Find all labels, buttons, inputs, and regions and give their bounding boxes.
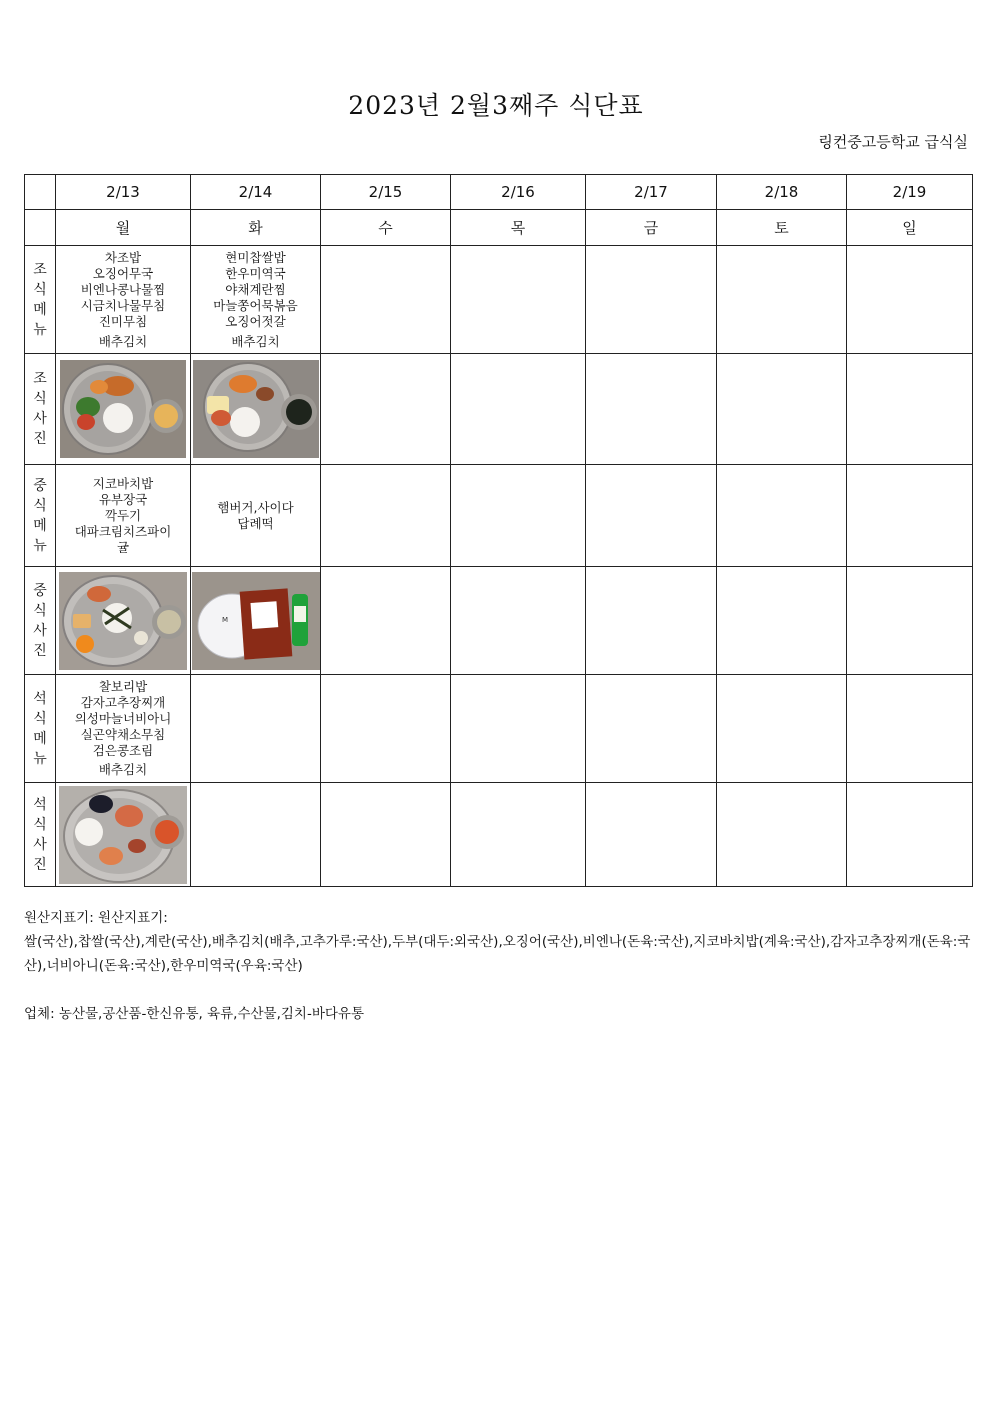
menu-item: 지코바치밥: [92, 475, 154, 491]
empty-cell: [847, 567, 973, 675]
weekday-cell: 토: [717, 210, 847, 246]
empty-cell: [451, 783, 586, 887]
menu-item: 진미무침: [98, 313, 148, 329]
date-row: [25, 175, 973, 210]
menu-cell-breakfast-tue: [191, 246, 321, 354]
menu-item: 배추김치: [98, 762, 148, 777]
menu-item: 실곤약채소무침: [80, 727, 166, 742]
menu-item: 깍두기: [104, 507, 142, 523]
weekday-cell: 수: [321, 210, 451, 246]
weekday-cell: 목: [451, 210, 586, 246]
empty-cell: [847, 783, 973, 887]
corner-cell: [25, 210, 56, 246]
date-cell: 2/19: [847, 175, 973, 210]
empty-cell: [586, 675, 717, 783]
empty-cell: [586, 246, 717, 354]
breakfast-photo-row: [25, 354, 973, 465]
photo-cell: [191, 567, 321, 675]
date-cell: 2/15: [321, 175, 451, 210]
photo-cell: [56, 354, 191, 465]
date-cell: 2/17: [586, 175, 717, 210]
menu-item: 의성마늘너비아니: [74, 711, 172, 726]
row-label-lunch-menu: 중 식 메 뉴: [25, 465, 56, 567]
school-name: 링컨중고등학교 급식실: [818, 133, 968, 151]
menu-item: 햄버거,사이다: [217, 499, 294, 515]
row-label-dinner-photo: 석 식 사 진: [25, 783, 56, 887]
weekday-cell: 일: [847, 210, 973, 246]
breakfast-menu-row: [25, 246, 973, 354]
empty-cell: [321, 246, 451, 354]
menu-item: 오징어젓갈: [225, 313, 286, 329]
menu-item: 찰보리밥: [98, 679, 148, 694]
empty-cell: [191, 675, 321, 783]
photo-cell: [56, 567, 191, 675]
empty-cell: [321, 567, 451, 675]
menu-cell-lunch-tue: [191, 465, 321, 567]
dinner-photo-row: [25, 783, 973, 887]
menu-item: 마늘쫑어묵볶음: [213, 297, 298, 313]
menu-item: 귤: [116, 539, 130, 555]
empty-cell: [451, 246, 586, 354]
empty-cell: [321, 354, 451, 465]
dinner-mon-photo: [59, 786, 187, 884]
empty-cell: [847, 465, 973, 567]
menu-item: 시금치나물무침: [80, 297, 166, 313]
breakfast-tue-photo: [193, 360, 319, 458]
corner-cell: [25, 175, 56, 210]
empty-cell: [321, 675, 451, 783]
lunch-tue-photo: [192, 572, 320, 670]
menu-item: 대파크림치즈파이: [74, 523, 172, 539]
empty-cell: [586, 783, 717, 887]
menu-item: 배추김치: [98, 333, 148, 349]
row-label-breakfast-menu: 조 식 메 뉴: [25, 246, 56, 354]
empty-cell: [586, 354, 717, 465]
origin-text: 쌀(국산),찹쌀(국산),계란(국산),배추김치(배추,고추가루:국산),두부(대두:외국산),오징어(국산),비엔나(돈육:국산),지코바치밥(계육:국산),감자고추장찌개(돈육:국산),너비아니(돈육:국산),한우미역국(우육:국산): [24, 934, 971, 974]
empty-cell: [717, 465, 847, 567]
menu-item: 차조밥: [104, 249, 142, 265]
empty-cell: [717, 783, 847, 887]
menu-item: 배추김치: [231, 333, 280, 349]
empty-cell: [586, 465, 717, 567]
menu-item: 유부장국: [98, 491, 148, 507]
date-cell: 2/14: [191, 175, 321, 210]
weekday-row: [25, 210, 973, 246]
photo-cell: [56, 783, 191, 887]
origin-label: 원산지표기: 원산지표기:: [24, 910, 168, 926]
menu-item: 답례떡: [237, 515, 274, 531]
lunch-mon-photo: [59, 572, 187, 670]
empty-cell: [321, 465, 451, 567]
empty-cell: [847, 246, 973, 354]
lunch-photo-row: [25, 567, 973, 675]
svg-text:M: M: [221, 615, 228, 624]
empty-cell: [191, 783, 321, 887]
menu-item: 검은콩조림: [92, 743, 154, 758]
menu-item: 한우미역국: [225, 265, 286, 281]
empty-cell: [847, 354, 973, 465]
menu-item: 감자고추장찌개: [80, 695, 166, 710]
menu-cell-lunch-mon: [56, 465, 191, 567]
empty-cell: [717, 354, 847, 465]
empty-cell: [451, 567, 586, 675]
row-label-breakfast-photo: 조 식 사 진: [25, 354, 56, 465]
breakfast-mon-photo: [60, 360, 186, 458]
empty-cell: [717, 675, 847, 783]
menu-item: 비엔나콩나물찜: [80, 281, 166, 297]
supplier-text: 업체: 농산물,공산품-한신유통, 육류,수산물,김치-바다유통: [24, 1006, 364, 1022]
weekday-cell: 화: [191, 210, 321, 246]
menu-item: 야채계란찜: [225, 281, 286, 297]
empty-cell: [717, 246, 847, 354]
menu-item: 오징어무국: [92, 265, 154, 281]
page-title: 2023년 2월3째주 식단표: [348, 91, 644, 120]
date-cell: 2/16: [451, 175, 586, 210]
lunch-menu-row: [25, 465, 973, 567]
date-cell: 2/13: [56, 175, 191, 210]
empty-cell: [451, 465, 586, 567]
row-label-dinner-menu: 석 식 메 뉴: [25, 675, 56, 783]
menu-item: 현미찹쌀밥: [225, 249, 286, 265]
menu-cell-breakfast-mon: [56, 246, 191, 354]
photo-cell: [191, 354, 321, 465]
dinner-menu-row: [25, 675, 973, 783]
empty-cell: [451, 675, 586, 783]
empty-cell: [586, 567, 717, 675]
weekday-cell: 금: [586, 210, 717, 246]
row-label-lunch-photo: 중 식 사 진: [25, 567, 56, 675]
empty-cell: [717, 567, 847, 675]
date-cell: 2/18: [717, 175, 847, 210]
menu-cell-dinner-mon: [56, 675, 191, 783]
menu-table: [24, 174, 973, 887]
weekday-cell: 월: [56, 210, 191, 246]
empty-cell: [847, 675, 973, 783]
empty-cell: [321, 783, 451, 887]
empty-cell: [451, 354, 586, 465]
